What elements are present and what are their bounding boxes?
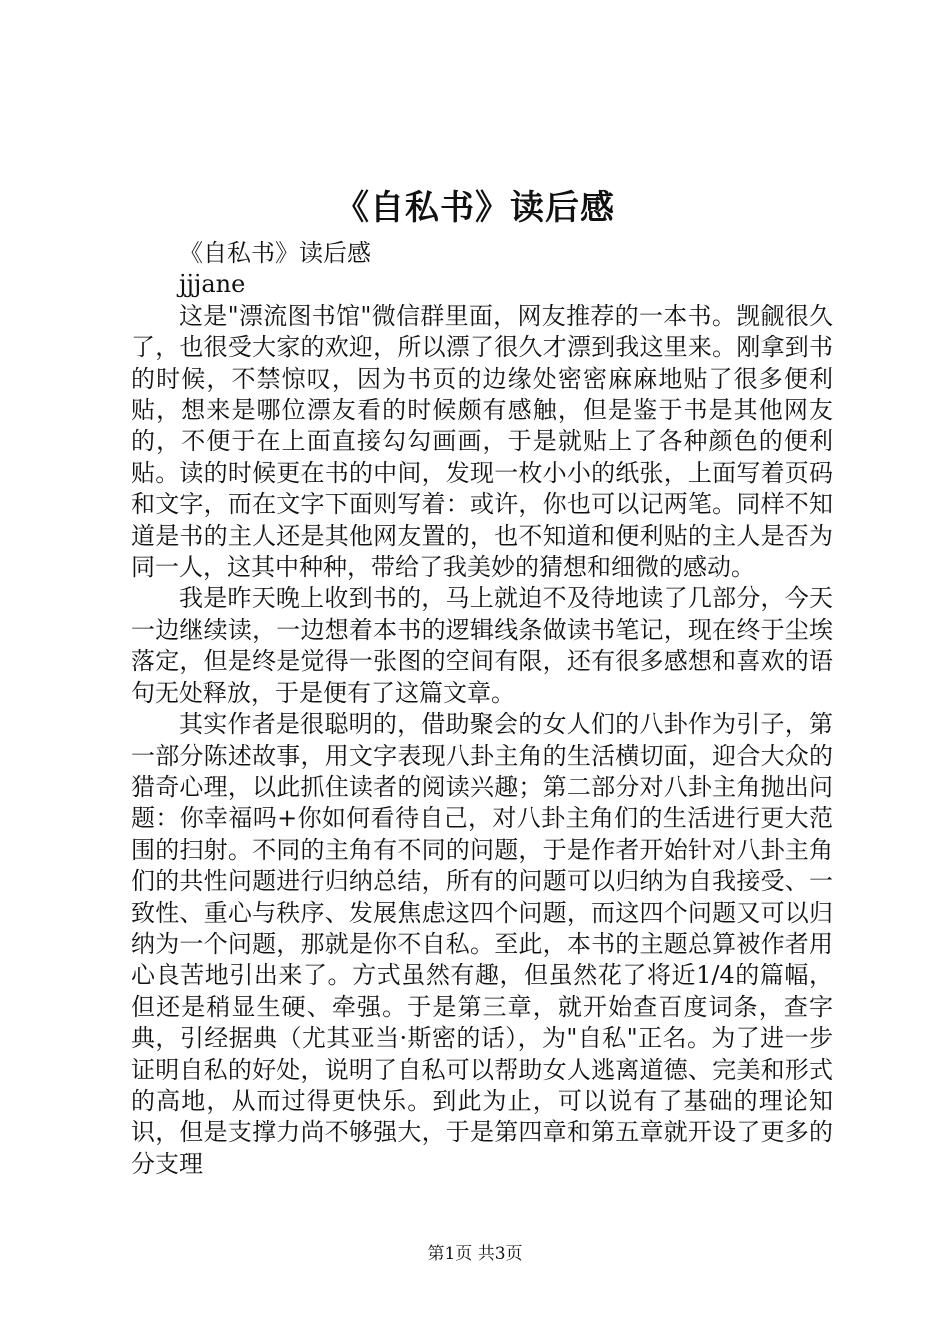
author-paragraph: jjjane bbox=[179, 270, 246, 299]
body-paragraph: 我是昨天晚上收到书的，马上就迫不及待地读了几部分，今天一边继续读，一边想着本书的逻辑线条做读书笔记，现在终于尘埃落定，但是终是觉得一张图的空间有限，还有很多感想和喜欢的语句无处释放，于是便有了这篇文章。 bbox=[131, 584, 833, 707]
document-body bbox=[131, 238, 833, 1180]
document-title: 《自私书》读后感 bbox=[335, 188, 615, 228]
subtitle-paragraph: 《自私书》读后感 bbox=[179, 239, 371, 267]
body-paragraph: 其实作者是很聪明的，借助聚会的女人们的八卦作为引子，第一部分陈述故事，用文字表现八卦主角的生活横切面，迎合大众的猎奇心理，以此抓住读者的阅读兴趣；第二部分对八卦主角抛出问题：你幸福吗+你如何看待自己，对八卦主角们的生活进行更大范围的扫射。不同的主角有不同的问题，于是作者开始针对八卦主角们的共性问题进行归纳总结，所有的问题可以归纳为自我接受、一致性、重心与秩序、发展焦虑这四个问题，而这四个问题又可以归纳为一个问题，那就是你不自私。至此，本书的主题总算被作者用心良苦地引出来了。方式虽然有趣，但虽然花了将近1/4的篇幅，但还是稍显生硬、牵强。于是第三章，就开始查百度词条，查字典，引经据典（尤其亚当·斯密的话），为"自私"正名。为了进一步证明自私的好处，说明了自私可以帮助女人逃离道德、完美和形式的高地，从而过得更快乐。到此为止，可以说有了基础的理论知识，但是支撑力尚不够强大，于是第四章和第五章就开设了更多的分支理 bbox=[131, 710, 833, 1178]
body-paragraph: 这是"漂流图书馆"微信群里面，网友推荐的一本书。觊觎很久了，也很受大家的欢迎，所以漂了很久才漂到我这里来。刚拿到书的时候，不禁惊叹，因为书页的边缘处密密麻麻地贴了很多便利贴，想来是哪位漂友看的时候颇有感触，但是鉴于书是其他网友的，不便于在上面直接勾勾画画，于是就贴上了各种颜色的便利贴。读的时候更在书的中间，发现一枚小小的纸张，上面写着页码和文字，而在文字下面则写着：或许，你也可以记两笔。同样不知道是书的主人还是其他网友置的，也不知道和便利贴的主人是否为同一人，这其中种种，带给了我美妙的猜想和细微的感动。 bbox=[131, 301, 833, 582]
page-footer: 第1页 共3页 bbox=[427, 1244, 523, 1264]
